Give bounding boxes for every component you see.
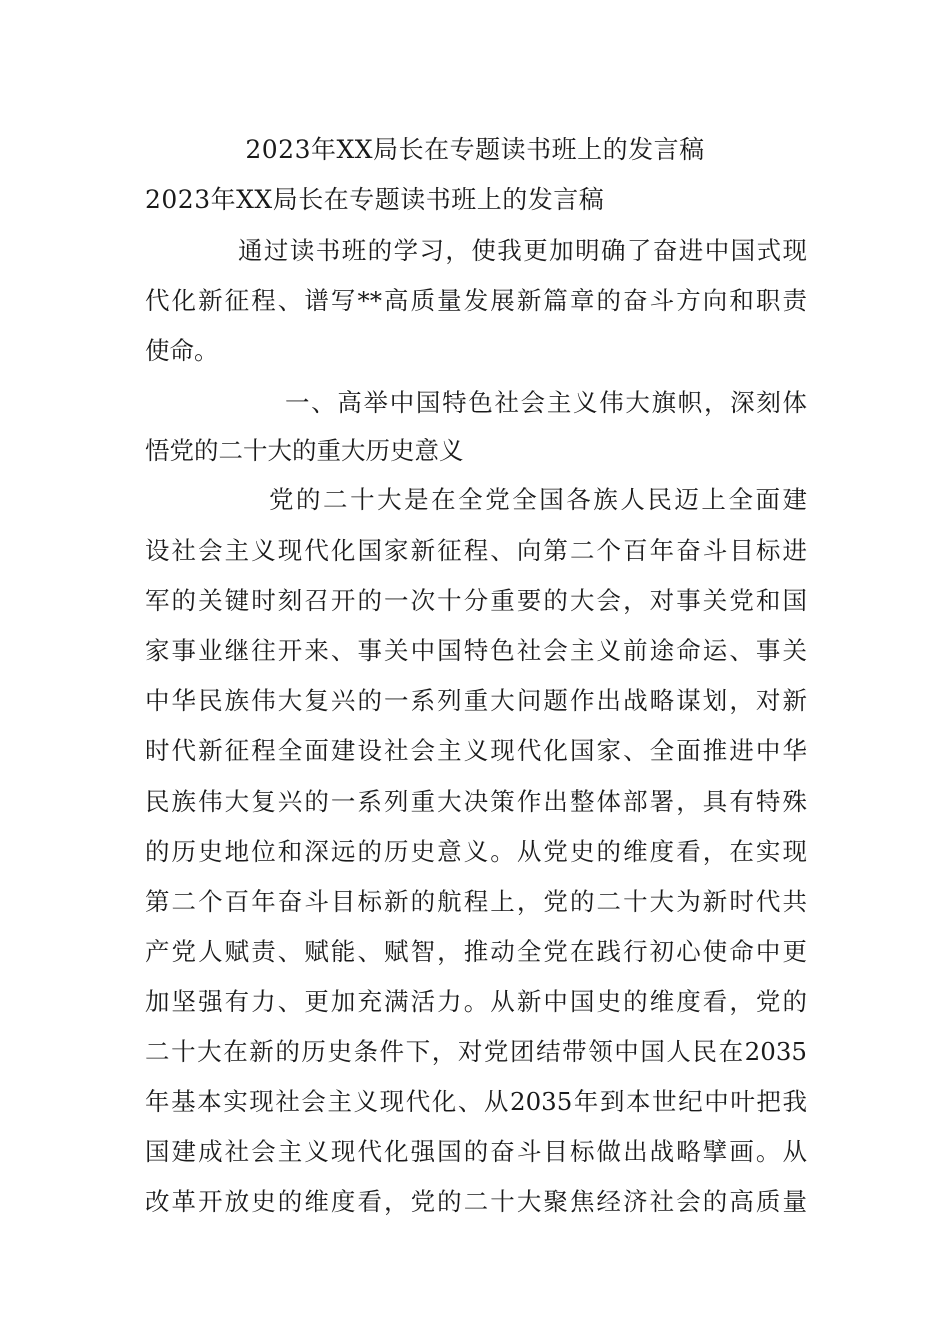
intro-line: 代化新征程、谱写**高质量发展新篇章的奋斗方向和职责: [145, 286, 807, 315]
body-line: 加坚强有力、更加充满活力。从新中国史的维度看，党的: [145, 987, 807, 1016]
body-line: 中华民族伟大复兴的一系列重大问题作出战略谋划，对新: [145, 686, 807, 715]
body-line: 民族伟大复兴的一系列重大决策作出整体部署，具有特殊: [145, 787, 807, 816]
body-line: 的历史地位和深远的历史意义。从党史的维度看，在实现: [145, 837, 807, 866]
document-title: 2023年XX局长在专题读书班上的发言稿: [245, 135, 705, 164]
body-line: 二十大在新的历史条件下，对党团结带领中国人民在2035: [145, 1037, 807, 1066]
body-line: 党的二十大是在全党全国各族人民迈上全面建: [269, 485, 807, 514]
body-line: 家事业继往开来、事关中国特色社会主义前途命运、事关: [145, 636, 807, 665]
section-heading-line: 悟党的二十大的重大历史意义: [145, 436, 464, 465]
body-line: 第二个百年奋斗目标新的航程上，党的二十大为新时代共: [145, 887, 807, 916]
body-line: 时代新征程全面建设社会主义现代化国家、全面推进中华: [145, 736, 807, 765]
document-subtitle: 2023年XX局长在专题读书班上的发言稿: [145, 185, 605, 214]
body-line: 改革开放史的维度看，党的二十大聚焦经济社会的高质量: [145, 1187, 807, 1216]
intro-line: 使命。: [145, 336, 219, 365]
body-line: 国建成社会主义现代化强国的奋斗目标做出战略擘画。从: [145, 1137, 807, 1166]
body-line: 军的关键时刻召开的一次十分重要的大会，对事关党和国: [145, 586, 807, 615]
section-heading-line: 一、高举中国特色社会主义伟大旗帜，深刻体: [285, 388, 807, 417]
body-line: 设社会主义现代化国家新征程、向第二个百年奋斗目标进: [145, 536, 807, 565]
body-line: 产党人赋责、赋能、赋智，推动全党在践行初心使命中更: [145, 937, 807, 966]
body-line: 年基本实现社会主义现代化、从2035年到本世纪中叶把我: [145, 1087, 807, 1116]
intro-line: 通过读书班的学习，使我更加明确了奋进中国式现: [238, 236, 807, 265]
